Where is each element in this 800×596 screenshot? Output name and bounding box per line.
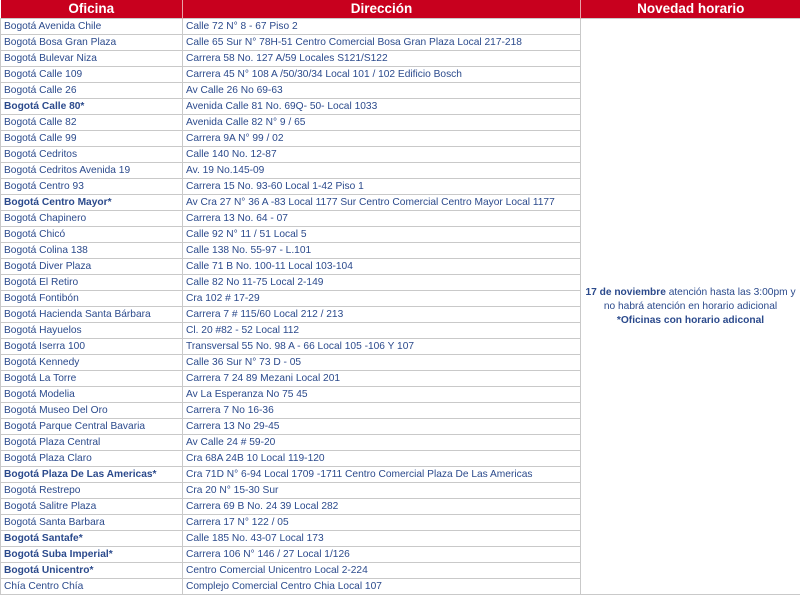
office-address: Cra 20 N° 15-30 Sur (183, 483, 581, 499)
schedule-notice (581, 19, 800, 595)
notice-footnote: *Oficinas con horario adiconal (616, 314, 765, 326)
office-name: Bogotá Kennedy (1, 355, 183, 371)
office-name: Bogotá Hacienda Santa Bárbara (1, 307, 183, 323)
office-address: Cra 71D N° 6-94 Local 1709 -1711 Centro Comercial Plaza De Las Americas (183, 467, 581, 483)
office-name: Bogotá Avenida Chile (1, 19, 183, 35)
table-header-row (1, 0, 800, 19)
office-name: Bogotá Suba Imperial* (1, 547, 183, 563)
office-address: Carrera 7 No 16-36 (183, 403, 581, 419)
notice-date: 17 de noviembre (585, 286, 666, 298)
office-name: Bogotá Modelia (1, 387, 183, 403)
office-address: Carrera 15 No. 93-60 Local 1-42 Piso 1 (183, 179, 581, 195)
office-name: Bogotá Parque Central Bavaria (1, 419, 183, 435)
office-address: Av. 19 No.145-09 (183, 163, 581, 179)
office-address: Calle 185 No. 43-07 Local 173 (183, 531, 581, 547)
office-name: Bogotá Cedritos Avenida 19 (1, 163, 183, 179)
office-address: Calle 71 B No. 100-11 Local 103-104 (183, 259, 581, 275)
office-address: Carrera 17 N° 122 / 05 (183, 515, 581, 531)
table-body (1, 19, 800, 595)
office-name: Bogotá Colina 138 (1, 243, 183, 259)
office-name: Bogotá Fontibón (1, 291, 183, 307)
office-name: Bogotá Bulevar Niza (1, 51, 183, 67)
header-oficina: Oficina (1, 0, 183, 19)
office-address: Carrera 9A N° 99 / 02 (183, 131, 581, 147)
header-novedad: Novedad horario (581, 0, 800, 19)
office-name: Bogotá Plaza Central (1, 435, 183, 451)
office-address: Carrera 13 No 29-45 (183, 419, 581, 435)
office-name: Bogotá Salitre Plaza (1, 499, 183, 515)
office-name: Bogotá Bosa Gran Plaza (1, 35, 183, 51)
office-address: Complejo Comercial Centro Chia Local 107 (183, 579, 581, 595)
office-address: Calle 65 Sur N° 78H-51 Centro Comercial Bosa Gran Plaza Local 217-218 (183, 35, 581, 51)
office-name: Bogotá Centro Mayor* (1, 195, 183, 211)
office-address: Av La Esperanza No 75 45 (183, 387, 581, 403)
office-name: Bogotá Chapinero (1, 211, 183, 227)
table-row (1, 19, 800, 35)
office-name: Bogotá Cedritos (1, 147, 183, 163)
notice-line1 (585, 287, 795, 298)
office-name: Bogotá Santa Barbara (1, 515, 183, 531)
office-address: Carrera 106 N° 146 / 27 Local 1/126 (183, 547, 581, 563)
office-address: Calle 140 No. 12-87 (183, 147, 581, 163)
office-name: Bogotá Diver Plaza (1, 259, 183, 275)
office-name: Bogotá Iserra 100 (1, 339, 183, 355)
office-name: Chía Centro Chía (1, 579, 183, 595)
office-address: Av Calle 26 No 69-63 (183, 83, 581, 99)
office-address: Carrera 58 No. 127 A/59 Locales S121/S122 (183, 51, 581, 67)
office-address: Cra 68A 24B 10 Local 119-120 (183, 451, 581, 467)
office-address: Avenida Calle 81 No. 69Q- 50- Local 1033 (183, 99, 581, 115)
office-address: Calle 92 N° 11 / 51 Local 5 (183, 227, 581, 243)
office-address: Calle 138 No. 55-97 - L.101 (183, 243, 581, 259)
office-address: Calle 72 N° 8 - 67 Piso 2 (183, 19, 581, 35)
office-name: Bogotá Unicentro* (1, 563, 183, 579)
office-name: Bogotá Calle 80* (1, 99, 183, 115)
office-address: Calle 36 Sur N° 73 D - 05 (183, 355, 581, 371)
office-address: Transversal 55 No. 98 A - 66 Local 105 -106 Y 107 (183, 339, 581, 355)
office-name: Bogotá El Retiro (1, 275, 183, 291)
office-address: Calle 82 No 11-75 Local 2-149 (183, 275, 581, 291)
office-name: Bogotá Calle 26 (1, 83, 183, 99)
office-name: Bogotá Chicó (1, 227, 183, 243)
notice-line2: no habrá atención en horario adicional (603, 300, 778, 312)
office-name: Bogotá Calle 99 (1, 131, 183, 147)
notice-line1-rest: atención hasta las 3:00pm y (665, 286, 796, 298)
header-direccion: Dirección (183, 0, 581, 19)
office-address: Avenida Calle 82 N° 9 / 65 (183, 115, 581, 131)
office-name: Bogotá Santafe* (1, 531, 183, 547)
office-name: Bogotá Restrepo (1, 483, 183, 499)
office-address: Carrera 45 N° 108 A /50/30/34 Local 101 / 102 Edificio Bosch (183, 67, 581, 83)
office-name: Bogotá Plaza De Las Americas* (1, 467, 183, 483)
office-address: Carrera 69 B No. 24 39 Local 282 (183, 499, 581, 515)
office-address: Carrera 13 No. 64 - 07 (183, 211, 581, 227)
office-name: Bogotá Plaza Claro (1, 451, 183, 467)
office-name: Bogotá Calle 109 (1, 67, 183, 83)
office-name: Bogotá Museo Del Oro (1, 403, 183, 419)
office-name: Bogotá Calle 82 (1, 115, 183, 131)
office-address: Av Cra 27 N° 36 A -83 Local 1177 Sur Centro Comercial Centro Mayor Local 1177 (183, 195, 581, 211)
office-address: Av Calle 24 # 59-20 (183, 435, 581, 451)
office-address: Cra 102 # 17-29 (183, 291, 581, 307)
office-name: Bogotá La Torre (1, 371, 183, 387)
office-address: Cl. 20 #82 - 52 Local 112 (183, 323, 581, 339)
office-address: Carrera 7 24 89 Mezani Local 201 (183, 371, 581, 387)
office-name: Bogotá Hayuelos (1, 323, 183, 339)
office-address: Carrera 7 # 115/60 Local 212 / 213 (183, 307, 581, 323)
office-name: Bogotá Centro 93 (1, 179, 183, 195)
office-address: Centro Comercial Unicentro Local 2-224 (183, 563, 581, 579)
